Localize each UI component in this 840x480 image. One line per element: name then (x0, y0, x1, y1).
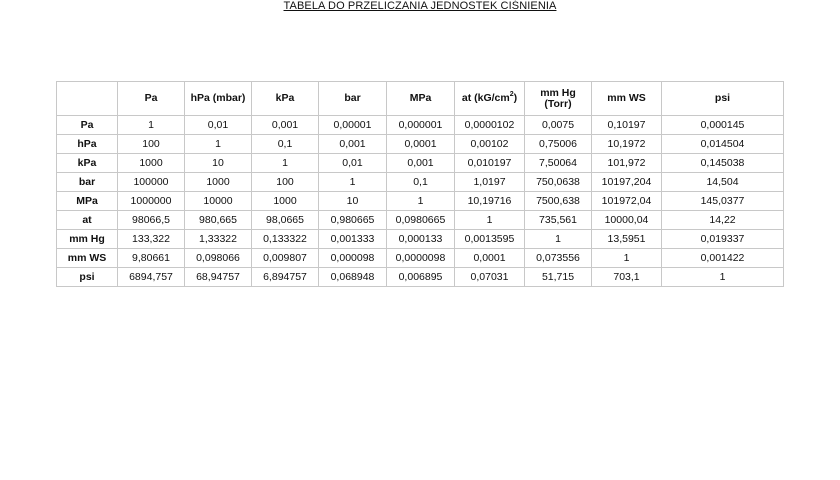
table-row (57, 268, 784, 287)
table-cell: 51,715 (525, 268, 592, 287)
col-header-at-suffix: ) (513, 92, 518, 104)
table-cell: 10000 (185, 192, 252, 211)
table-cell: 0,068948 (319, 268, 387, 287)
table-cell: 98,0665 (252, 211, 319, 230)
table-cell: 9,80661 (118, 249, 185, 268)
table-cell: 0,073556 (525, 249, 592, 268)
table-cell: 980,665 (185, 211, 252, 230)
table-cell: 101972,04 (592, 192, 662, 211)
table-cell: 1000 (252, 192, 319, 211)
table-cell: 1000 (118, 154, 185, 173)
col-header-mmhg-text: mm Hg (540, 86, 576, 99)
table-row (57, 135, 784, 154)
col-header: kPa (252, 82, 319, 116)
corner-cell (57, 82, 118, 116)
col-header: psi (662, 82, 784, 116)
col-header: mm WS (592, 82, 662, 116)
table-row (57, 249, 784, 268)
table-cell: 0,01 (185, 116, 252, 135)
table-cell: 1 (319, 173, 387, 192)
table-cell: 1000 (185, 173, 252, 192)
col-header-at-sup: 2 (509, 91, 514, 98)
table-cell: 133,322 (118, 230, 185, 249)
table-cell: 0,014504 (662, 135, 784, 154)
table-cell: 10197,204 (592, 173, 662, 192)
table-cell: 0,0075 (525, 116, 592, 135)
col-header: MPa (387, 82, 455, 116)
table-cell: 0,000133 (387, 230, 455, 249)
row-header: mm Hg (57, 230, 118, 249)
table-cell: 6,894757 (252, 268, 319, 287)
table-cell: 0,0000098 (387, 249, 455, 268)
row-header: MPa (57, 192, 118, 211)
table-cell: 0,07031 (455, 268, 525, 287)
table-cell: 0,000145 (662, 116, 784, 135)
table-cell: 1,33322 (185, 230, 252, 249)
table-cell: 6894,757 (118, 268, 185, 287)
table-cell: 0,0000102 (455, 116, 525, 135)
table-cell: 0,010197 (455, 154, 525, 173)
table-row (57, 230, 784, 249)
table-cell: 1000000 (118, 192, 185, 211)
table-row (57, 192, 784, 211)
table-cell: 0,0980665 (387, 211, 455, 230)
table-cell: 0,000098 (319, 249, 387, 268)
table-row (57, 173, 784, 192)
col-header: hPa (mbar) (185, 82, 252, 116)
table-row (57, 154, 784, 173)
table-cell: 7500,638 (525, 192, 592, 211)
table-cell: 0,006895 (387, 268, 455, 287)
table-cell: 98066,5 (118, 211, 185, 230)
table-cell: 7,50064 (525, 154, 592, 173)
table-row (57, 211, 784, 230)
table-cell: 1 (592, 249, 662, 268)
table-cell: 100 (118, 135, 185, 154)
table-cell: 0,098066 (185, 249, 252, 268)
table-cell: 10 (319, 192, 387, 211)
col-header-mmhg-sub: (Torr) (544, 97, 572, 110)
table-cell: 145,0377 (662, 192, 784, 211)
table-cell: 10,1972 (592, 135, 662, 154)
table-cell: 735,561 (525, 211, 592, 230)
table-cell: 0,009807 (252, 249, 319, 268)
col-header: Pa (118, 82, 185, 116)
table-cell: 0,0013595 (455, 230, 525, 249)
header-row (57, 82, 784, 116)
col-header: bar (319, 82, 387, 116)
table-cell: 0,10197 (592, 116, 662, 135)
table-cell: 1,0197 (455, 173, 525, 192)
table-cell: 0,1 (387, 173, 455, 192)
table-cell: 0,001 (319, 135, 387, 154)
row-header: at (57, 211, 118, 230)
table-cell: 1 (387, 192, 455, 211)
table-cell: 10 (185, 154, 252, 173)
table-cell: 750,0638 (525, 173, 592, 192)
table-cell: 1 (252, 154, 319, 173)
table-cell: 1 (662, 268, 784, 287)
table-cell: 0,001333 (319, 230, 387, 249)
table-cell: 0,00102 (455, 135, 525, 154)
col-header-at (455, 82, 525, 116)
table-cell: 0,001 (252, 116, 319, 135)
col-header-mmhg (525, 82, 592, 116)
table-cell: 101,972 (592, 154, 662, 173)
table-cell: 0,75006 (525, 135, 592, 154)
table-cell: 0,145038 (662, 154, 784, 173)
page-title: TABELA DO PRZELICZANIA JEDNOSTEK CIŚNIENIA (283, 0, 557, 12)
row-header: bar (57, 173, 118, 192)
col-header-at-text: at (kG/cm (461, 92, 510, 104)
row-header: psi (57, 268, 118, 287)
table-cell: 703,1 (592, 268, 662, 287)
pressure-conversion-table (56, 81, 784, 287)
row-header: kPa (57, 154, 118, 173)
table-cell: 1 (455, 211, 525, 230)
table-cell: 0,980665 (319, 211, 387, 230)
table-cell: 14,504 (662, 173, 784, 192)
table-cell: 0,0001 (387, 135, 455, 154)
table-cell: 0,01 (319, 154, 387, 173)
row-header: mm WS (57, 249, 118, 268)
table-row (57, 116, 784, 135)
table-cell: 0,133322 (252, 230, 319, 249)
table-cell: 0,001422 (662, 249, 784, 268)
table-cell: 68,94757 (185, 268, 252, 287)
table-cell: 0,019337 (662, 230, 784, 249)
table-cell: 10000,04 (592, 211, 662, 230)
table-cell: 0,1 (252, 135, 319, 154)
table-cell: 0,000001 (387, 116, 455, 135)
table-cell: 0,0001 (455, 249, 525, 268)
table-cell: 1 (185, 135, 252, 154)
table-cell: 1 (525, 230, 592, 249)
row-header: Pa (57, 116, 118, 135)
table-cell: 100 (252, 173, 319, 192)
table-cell: 10,19716 (455, 192, 525, 211)
row-header: hPa (57, 135, 118, 154)
table-cell: 0,00001 (319, 116, 387, 135)
table-cell: 13,5951 (592, 230, 662, 249)
table-cell: 0,001 (387, 154, 455, 173)
table-cell: 1 (118, 116, 185, 135)
table-cell: 14,22 (662, 211, 784, 230)
table-cell: 100000 (118, 173, 185, 192)
